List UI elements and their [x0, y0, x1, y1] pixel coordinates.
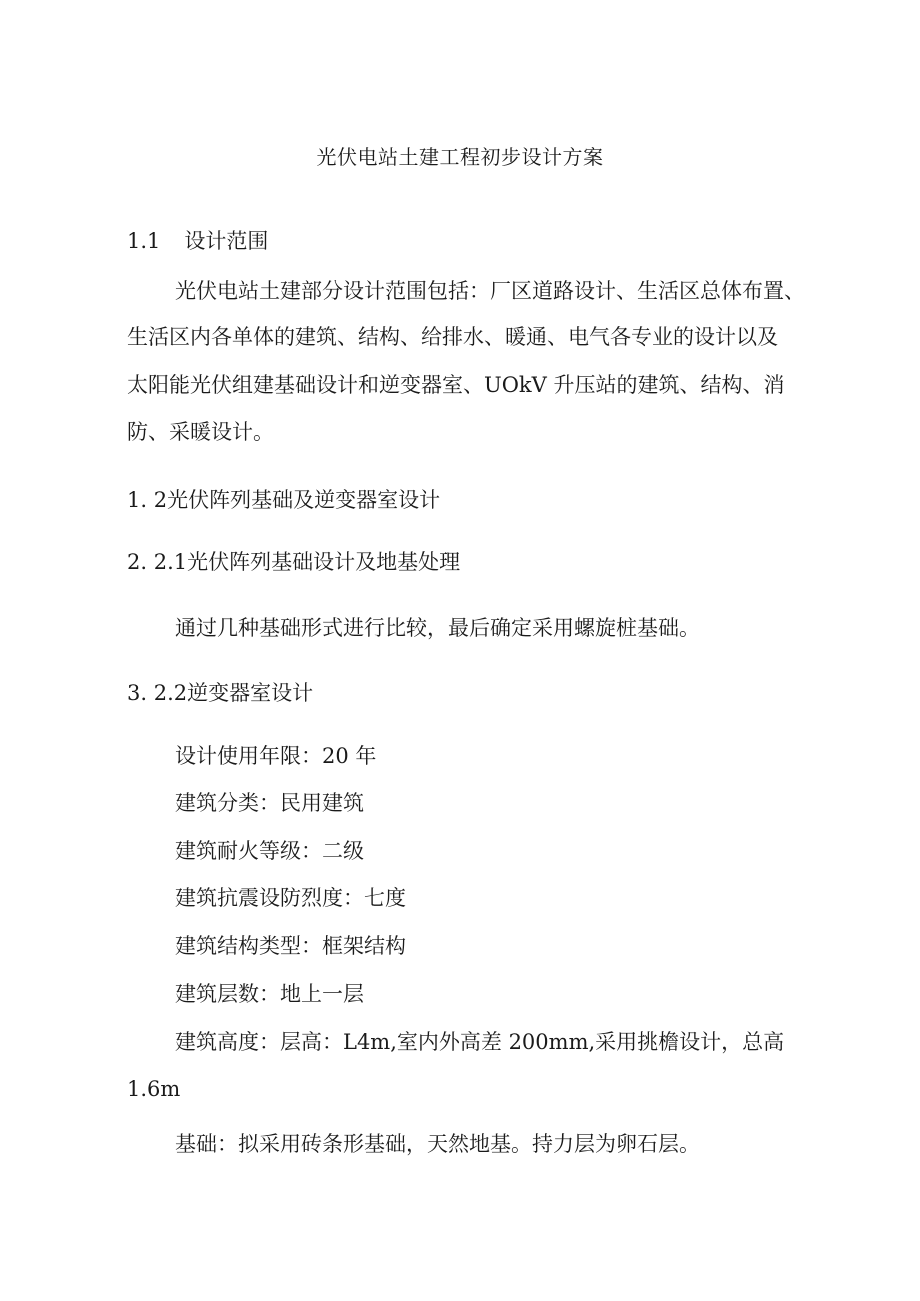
paragraph-line: 光伏电站土建部分设计范围包括：厂区道路设计、生活区总体布置、 — [175, 279, 805, 303]
paragraph-line: 通过几种基础形式进行比较，最后确定采用螺旋桩基础。 — [175, 616, 700, 640]
section-number: 2. 2.1 — [127, 550, 188, 574]
document-title: 光伏电站土建工程初步设计方案 — [316, 145, 604, 169]
section-heading-text: 逆变器室设计 — [187, 681, 314, 705]
section-1-1-heading — [127, 227, 268, 255]
spec-item: 设计使用年限：20 年 — [175, 744, 377, 768]
spec-item: 基础：拟采用砖条形基础，天然地基。持力层为卵石层。 — [175, 1132, 700, 1156]
spec-item: 建筑高度：层高：L4m,室内外高差 200mm,采用挑檐设计，总高 — [175, 1030, 785, 1054]
spec-item: 建筑抗震设防烈度：七度 — [175, 886, 406, 910]
section-heading-text: 光伏阵列基础及逆变器室设计 — [167, 488, 441, 512]
section-number: 1.1 — [127, 229, 161, 253]
paragraph-line: 太阳能光伏组建基础设计和逆变器室、UOkV 升压站的建筑、结构、消 — [127, 373, 785, 397]
spec-item: 建筑分类：民用建筑 — [175, 791, 364, 815]
spec-item: 建筑耐火等级：二级 — [175, 839, 364, 863]
paragraph-line: 防、采暖设计。 — [127, 420, 274, 444]
spec-item: 建筑结构类型：框架结构 — [175, 934, 406, 958]
section-1-2-heading — [127, 486, 440, 514]
section-heading-text: 光伏阵列基础设计及地基处理 — [187, 550, 461, 574]
spec-item: 建筑层数：地上一层 — [175, 982, 364, 1006]
paragraph-line: 生活区内各单体的建筑、结构、给排水、暖通、电气各专业的设计以及 — [127, 325, 778, 349]
section-number: 3. 2.2 — [127, 681, 188, 705]
section-3-2-2-heading — [127, 679, 313, 707]
section-2-2-1-heading — [127, 548, 460, 576]
section-heading-text: 设计范围 — [184, 229, 269, 253]
section-number: 1. 2 — [127, 488, 168, 512]
spec-item-continuation: 1.6m — [127, 1077, 181, 1101]
